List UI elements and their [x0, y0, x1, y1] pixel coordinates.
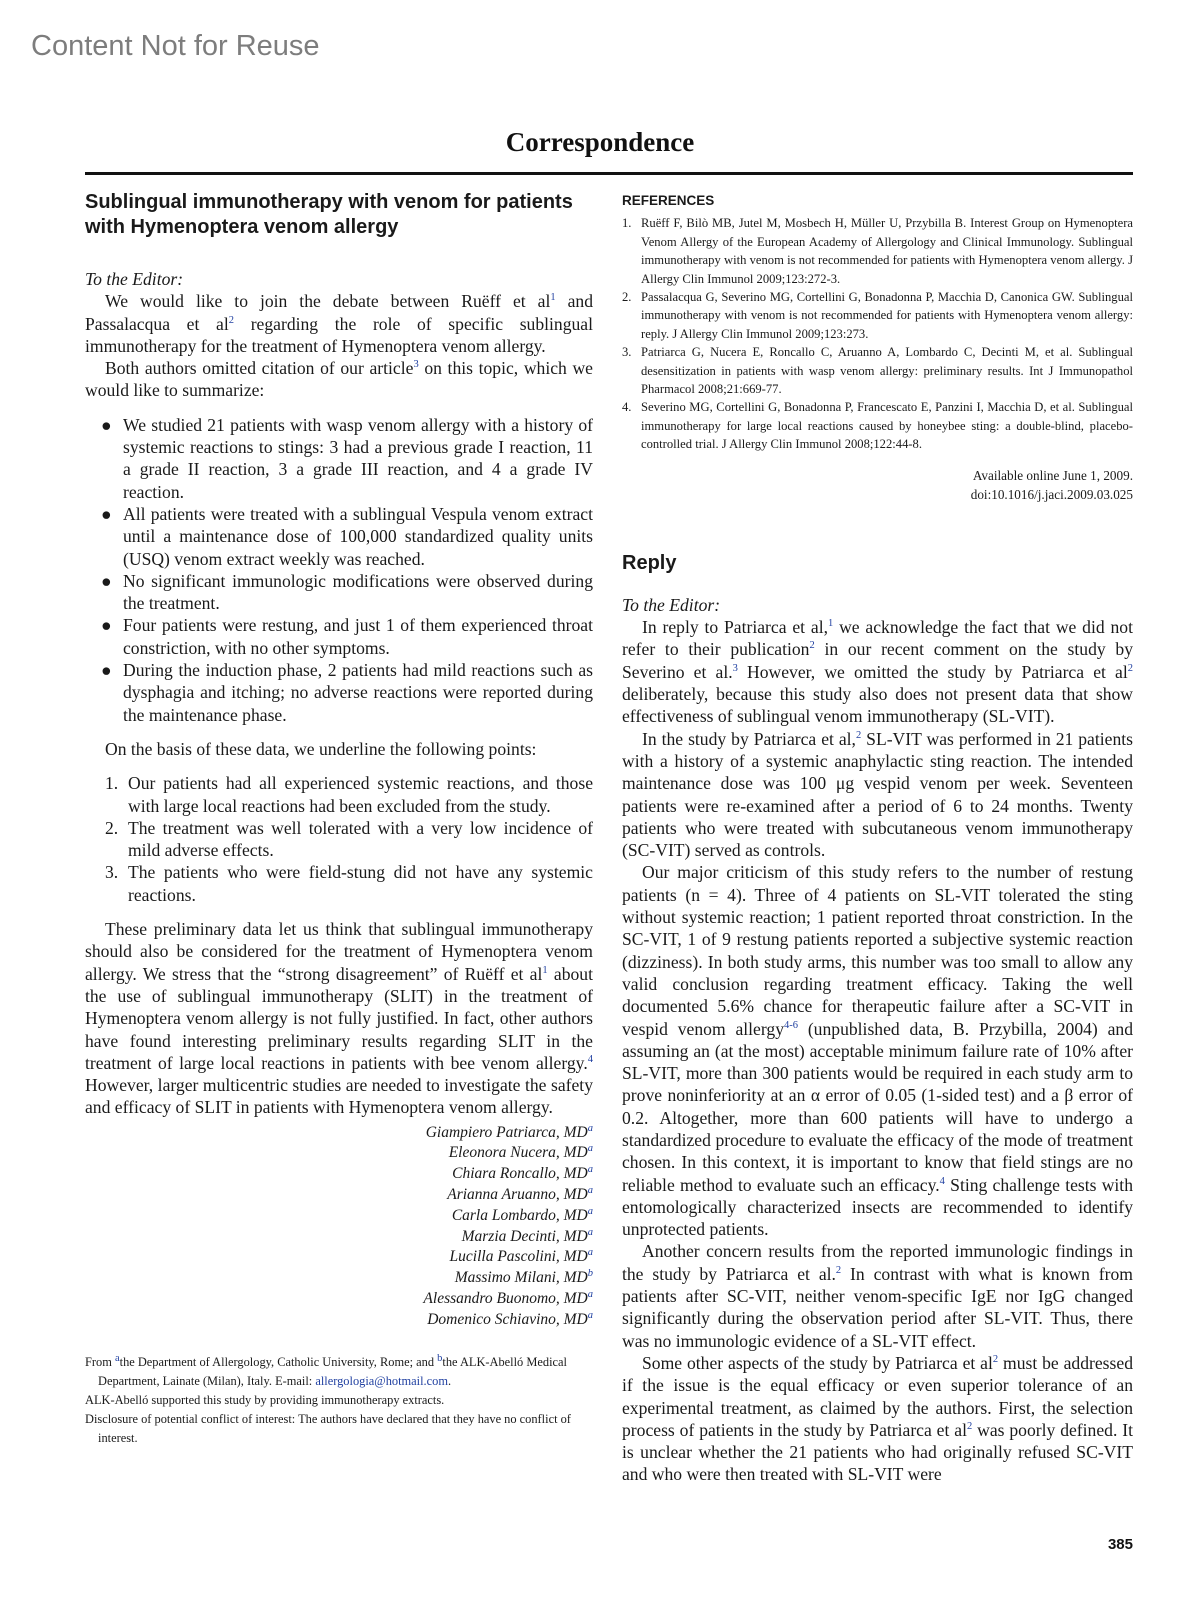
list-item: ● All patients were treated with a sublingual Vespula venom extract until a maintenance dose of 100,000 standardized quality units (USQ) venom extract weekly was reached. [101, 503, 593, 569]
signatory: Chiara Roncallo, $MD^a$ [452, 1164, 593, 1183]
list-item: ● Four patients were restung, and just 1 of them experienced throat constriction, with no other symptoms. [101, 615, 593, 658]
citation-link[interactable]: 2 [228, 314, 235, 326]
section-title: Correspondence [505, 127, 695, 157]
citation-link[interactable]: 2 [992, 1354, 999, 1366]
findings-list [85, 414, 593, 726]
references-list [622, 214, 1133, 453]
list-item: 2. The treatment was well tolerated with a very low incidence of mild adverse effects. [105, 817, 593, 861]
citation-link[interactable]: 2 [1127, 662, 1133, 674]
signatory: Alessandro Buonomo, $MD^a$ [423, 1288, 593, 1308]
support-footnote: ALK-Abelló supported this study by providing immunotherapy extracts. [85, 1392, 445, 1407]
list-item: ● We studied 21 patients with wasp venom allergy with a history of systemic reactions to stings: 3 had a previous grade I reaction, 11 a grade II reaction, 3 a grade III reaction, and 4 a grade IV reaction. [101, 414, 593, 502]
citation-link[interactable]: 1 [550, 292, 556, 304]
list-item: ● No significant immunologic modifications were observed during the treatment. [101, 570, 593, 614]
citation-link[interactable]: 2 [966, 1421, 973, 1432]
page-number: 385 [1107, 1536, 1133, 1553]
footnotes [85, 1353, 593, 1448]
signatory: Giampiero Patriarca, $MD^a$ [425, 1122, 593, 1141]
citation-link[interactable]: 3 [413, 359, 419, 371]
right-column [622, 190, 1133, 1486]
points-list [85, 772, 593, 906]
citation-link[interactable]: 3 [732, 662, 738, 674]
disclosure-footnote: Disclosure of potential conflict of interest: The authors have declared that they have no conflict of interest. [85, 1411, 571, 1445]
reference-item: 1. Ruëff F, Bilò MB, Jutel M, Mosbech H, Müller U, Przybilla B. Interest Group on Hymenoptera Venom Allergy of the European Academy of Allergology and Clinical Immunology. Sublingual immunotherapy with venom is not recommended for patients with Hymenoptera venom allergy. J Allergy Clin Immunol 2009;123:272-3. [622, 216, 1133, 286]
affiliation-footnote: From $^a$the Department of Allergology, Catholic University, Rome; and $^b$the ALK-Abelló Medical Department, Lainate (Milan), Italy. E-mail: allergologia@hotmail.com. [85, 1352, 567, 1388]
bullet-icon: ● [101, 660, 112, 681]
signatory: Massimo Milani, $MD^b$ [454, 1268, 593, 1287]
signatory: Eleonora Nucera, $MD^a$ [448, 1143, 593, 1162]
citation-link[interactable]: 4 [587, 1053, 593, 1065]
bullet-icon: ● [101, 615, 112, 636]
signatory: Arianna Aruanno, $MD^a$ [447, 1184, 593, 1204]
bullet-icon: ● [101, 570, 112, 591]
citation-link[interactable]: 2 [809, 640, 815, 652]
citation-link[interactable]: 1 [542, 964, 548, 976]
reply-paragraph: Some other aspects of the study by Patriarca et $al^2$ must be addressed if the issue is the equal efficacy or even superior tolerance of an experimental treatment, as claimed by the authors. First, the selection process of patients in the study by Patriarca et $al^2$ was poorly defined. It is unclear whether the 21 patients who had originally refused SC-VIT and who were then treated with SL-VIT were [622, 1352, 1133, 1485]
doi[interactable]: doi:10.1016/j.jaci.2009.03.025 [970, 487, 1133, 503]
reply-paragraph: In reply to Patriarca et al,$^1$ we acknowledge the fact that we did not refer to their publication$^2$ in our recent comment on the study by Severino et al.$^3$ However, we omitted the study by Patriarca et $al^2$ deliberately, because this study also does not present data that show effectiveness of sublingual venom immunotherapy (SL-VIT). [622, 617, 1133, 727]
signatory: Carla Lombardo, $MD^a$ [451, 1205, 593, 1224]
bullet-icon: ● [101, 503, 112, 524]
reply-salutation: To the Editor: [622, 594, 721, 615]
letter-intro-paragraph: Both authors omitted citation of our article$^3$ on this topic, which we would like to summarize: [85, 358, 593, 401]
references-heading: REFERENCES [622, 193, 715, 208]
list-item: 3. The patients who were field-stung did not have any systemic reactions. [105, 862, 593, 905]
publication-info [622, 466, 1133, 505]
signatory: Lucilla Pascolini, $MD^a$ [449, 1247, 593, 1266]
citation-link[interactable]: 2 [855, 729, 862, 741]
letter-title: Sublingual immunotherapy with venom for patients with Hymenoptera venom allergy [85, 191, 573, 238]
letter-salutation: To the Editor: [85, 269, 184, 289]
list-item: 1. Our patients had all experienced systemic reactions, and those with large local reactions had been excluded from the study. [105, 773, 593, 816]
points-intro: On the basis of these data, we underline the following points: [105, 738, 537, 759]
signatory-list [85, 1123, 593, 1331]
citation-link[interactable]: 4 [939, 1175, 945, 1187]
online-date: Available online June 1, 2009. [972, 467, 1133, 483]
reply-title: Reply [622, 551, 677, 574]
signatory: Marzia Decinti, $MD^a$ [461, 1226, 593, 1245]
bullet-icon: ● [101, 414, 112, 435]
email-link[interactable]: allergologia@hotmail.com [315, 1373, 448, 1388]
citation-link[interactable]: 2 [835, 1264, 842, 1276]
reply-paragraph: Our major criticism of this study refers to the number of restung patients (n = 4). Three of 4 patients on SL-VIT tolerated the sting without systemic reaction; 1 patient reported throat constriction. In the SC-VIT, 1 of 9 restung patients reported a subjective systemic reaction (dizziness). In both study arms, this number was too small to allow any valid conclusion regarding treatment efficacy. Taking the well documented 5.6% chance for therapeutic failure after a SC-VIT in vespid venom allergy$^{4-6}$ (unpublished data, B. Przybilla, 2004) and assuming an (at the most) acceptable minimum failure rate of 10% after SL-VIT, more than 300 patients would be required in each study arm to prove noninferiority at an α error of 0.05 (1-sided test) and a β error of 0.2. Altogether, more than 600 patients will have to undergo a standardized procedure to evaluate the efficacy of the mode of treatment chosen. In this context, it is important to know that field stings are no reliable method to evaluate such an efficacy.$^4$ Sting challenge tests with entomologically characterized insects are recommended to identify unprotected patients. [622, 862, 1133, 1240]
citation-link[interactable]: 4-6 [784, 1019, 798, 1031]
letter-column [85, 190, 593, 1448]
reference-item: 3. Patriarca G, Nucera E, Roncallo C, Aruanno A, Lombardo C, Decinti M, et al. Sublingual desensitization in patients with wasp venom allergy: preliminary results. Int J Immunopathol Pharmacol 2008;21:669-77. [622, 345, 1133, 396]
list-item: ● During the induction phase, 2 patients had mild reactions such as dysphagia and itching; no adverse reactions were reported during the maintenance phase. [101, 660, 593, 725]
reply-paragraph: Another concern results from the reported immunologic findings in the study by Patriarca et al.$^2$ In contrast with what is known from patients after SC-VIT, neither venom-specific IgE nor IgG changed significantly during the observation period after SL-VIT. Thus, there was no immunologic evidence of a SL-VIT effect. [622, 1241, 1133, 1351]
citation-link[interactable]: 1 [827, 618, 834, 630]
reference-item: 2. Passalacqua G, Severino MG, Cortellini G, Bonadonna P, Macchia D, Canonica GW. Sublingual immunotherapy with venom is not recommended for patients with Hymenoptera venom allergy: reply. J Allergy Clin Immunol 2009;123:273. [622, 289, 1133, 341]
reference-item: 4. Severino MG, Cortellini G, Bonadonna P, Francescato E, Panzini I, Macchia D, et al. Sublingual immunotherapy for large local reactions caused by honeybee sting: a double-blind, placebo-controlled trial. J Allergy Clin Immunol 2008;122:44-8. [622, 400, 1133, 452]
reply-paragraph: In the study by Patriarca et al,$^2$ SL-VIT was performed in 21 patients with a history of a systemic anaphylactic sting reaction. The intended maintenance dose was 100 μg vespid venom per week. Seventeen patients were re-examined after a period of 6 to 24 months. Twenty patients who were treated with subcutaneous venom immunotherapy (SC-VIT) served as controls. [622, 728, 1133, 861]
signatory: Domenico Schiavino, $MD^a$ [427, 1309, 593, 1328]
letter-intro-paragraph: We would like to join the debate between Ruëff et $al^1$ and Passalacqua et $al^2$ regarding the role of specific sublingual immunotherapy for the treatment of Hymenoptera venom allergy. [85, 291, 593, 356]
watermark: Content Not for Reuse [31, 30, 320, 62]
letter-conclusion: These preliminary data let us think that sublingual immunotherapy should also be considered for the treatment of Hymenoptera venom allergy. We stress that the “strong disagreement” of Ruëff et $al^1$ about the use of sublingual immunotherapy (SLIT) in the treatment of Hymenoptera venom allergy is not fully justified. In fact, other authors have found interesting preliminary results regarding SLIT in the treatment of large local reactions in patients with bee venom allergy.$^4$ However, larger multicentric studies are needed to investigate the safety and efficacy of SLIT in patients with Hymenoptera venom allergy. [85, 919, 593, 1118]
header-rule [85, 172, 1133, 175]
